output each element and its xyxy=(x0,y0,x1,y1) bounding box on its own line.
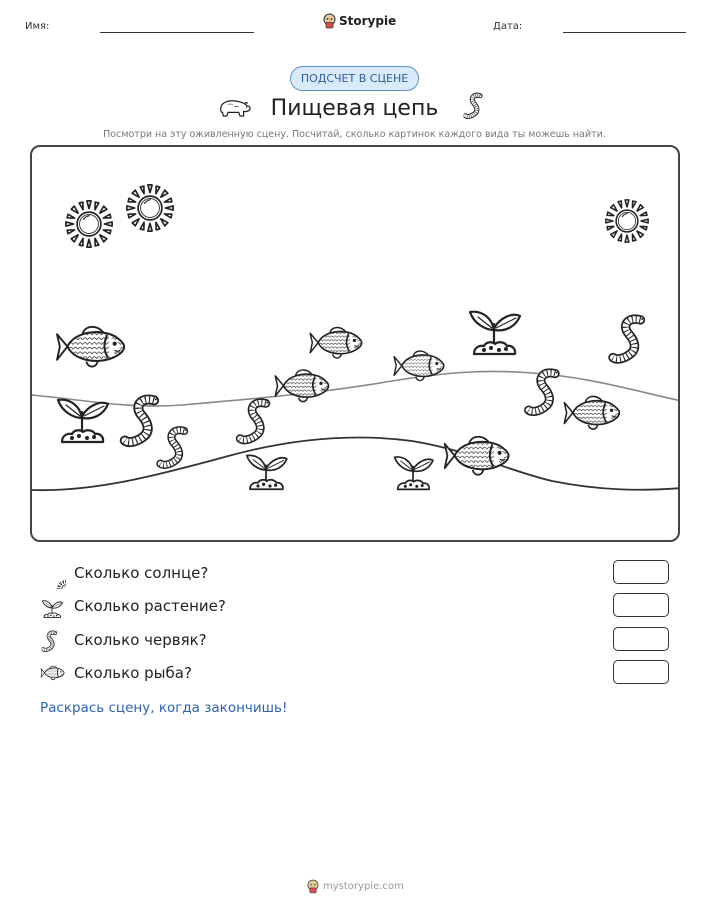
answer-box[interactable] xyxy=(613,593,669,617)
question-text: Сколько червяк? xyxy=(74,631,207,649)
question-text: Сколько растение? xyxy=(74,597,226,615)
fish-icon xyxy=(394,351,444,380)
category-badge: ПОДСЧЕТ В СЦЕНЕ xyxy=(290,66,419,91)
worm-icon xyxy=(40,630,62,656)
upper-hill-line xyxy=(32,371,680,406)
plant-icon xyxy=(470,312,520,354)
name-field[interactable] xyxy=(100,32,254,33)
question-row xyxy=(40,660,670,690)
worm-icon xyxy=(529,372,558,412)
answer-box[interactable] xyxy=(613,560,669,584)
page-title: Пищевая цепь xyxy=(270,96,439,121)
plant-icon xyxy=(247,455,287,489)
answer-box[interactable] xyxy=(613,660,669,684)
fish-icon xyxy=(445,437,509,475)
question-row xyxy=(40,593,670,623)
sun-icon xyxy=(66,201,112,247)
date-field[interactable] xyxy=(563,32,686,33)
sun-icon xyxy=(40,563,66,589)
fish-icon xyxy=(275,370,328,402)
fish-icon xyxy=(564,396,619,429)
question-row xyxy=(40,627,670,657)
plant-icon xyxy=(395,457,433,489)
worm-icon xyxy=(613,318,643,359)
brand-name: Storypie xyxy=(339,14,397,28)
brand-logo xyxy=(323,13,396,29)
sun-icon xyxy=(606,200,648,242)
fish-icon xyxy=(310,328,361,359)
worm-icon xyxy=(160,429,186,464)
counting-scene xyxy=(30,145,680,542)
plant-icon xyxy=(40,596,64,620)
question-text: Сколько солнце? xyxy=(74,564,209,582)
finish-note: Раскрась сцену, когда закончишь! xyxy=(40,700,288,716)
plant-icon xyxy=(58,400,108,442)
answer-box[interactable] xyxy=(613,627,669,651)
instructions: Посмотри на эту оживленную сцену. Посчитай, сколько картинок каждого вида ты можешь найти. xyxy=(103,129,606,140)
footer-url[interactable]: mystorypie.com xyxy=(323,881,404,892)
question-text: Сколько рыба? xyxy=(74,664,192,682)
sun-icon xyxy=(127,185,173,231)
question-row xyxy=(40,560,670,590)
worm-icon xyxy=(462,92,488,124)
name-label: Имя: xyxy=(25,21,50,32)
storypie-mascot-icon xyxy=(323,13,336,29)
fish-icon xyxy=(57,327,124,367)
worm-icon xyxy=(240,402,268,440)
footer xyxy=(307,879,404,894)
date-label: Дата: xyxy=(493,21,523,32)
fish-icon xyxy=(40,663,66,683)
storypie-mascot-icon xyxy=(307,879,319,894)
